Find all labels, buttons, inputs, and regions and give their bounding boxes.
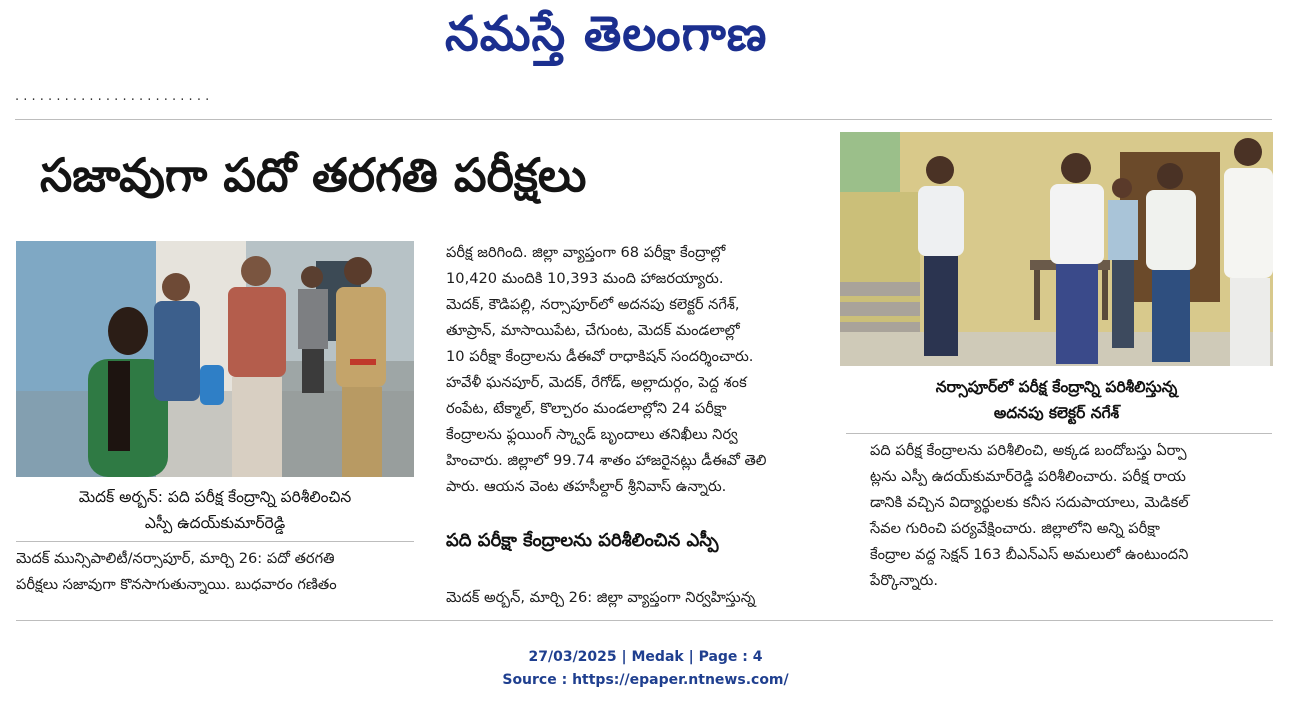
text-line: తూప్రాన్, మాసాయిపేట, చేగుంట, మెదక్ మండలాల్లో: [446, 322, 740, 339]
cropped-header-strip: · · · · · · · · · · · · · · · · · · · · · · · ·: [15, 93, 210, 108]
photo-collector-inspection: [840, 132, 1273, 366]
text-line: పేర్కొన్నారు.: [870, 572, 938, 589]
text-line: పరీక్ష జరిగింది. జిల్లా వ్యాప్తంగా 68 పరీక్షా కేంద్రాల్లో: [446, 244, 726, 261]
article-column-2-continued: [446, 585, 841, 611]
text-line: మెదక్, కౌడిపల్లి, నర్సాపూర్‌లో అదనపు కలెక్టర్ నగేశ్,: [446, 296, 740, 313]
caption-line: అదనపు కలెక్టర్ నగేశ్: [993, 404, 1120, 422]
caption-line: మెదక్ అర్బన్: పది పరీక్ష కేంద్రాన్ని పరిశీలించిన: [78, 488, 352, 506]
text-line: ట్లను ఎస్పీ ఉదయ్‌కుమార్‌రెడ్డి పరిశీలించారు. పరీక్ష రాయ: [870, 468, 1186, 485]
source-link[interactable]: Source : https://epaper.ntnews.com/: [502, 672, 789, 688]
text-line: మెదక్ అర్బన్, మార్చి 26: జిల్లా వ్యాప్తంగా నిర్వహిస్తున్న: [446, 589, 756, 606]
text-line: హవేళీ ఘనపూర్, మెదక్, రేగోడ్, అల్లాదుర్గం, పెద్ద శంక: [446, 374, 747, 391]
photo-caption-right: [840, 374, 1273, 426]
article-column-3: [870, 438, 1270, 594]
footer-divider: [16, 620, 1273, 621]
photo-sp-inspection: [16, 241, 414, 477]
text-line: 10 పరీక్షా కేంద్రాలను డీఈవో రాధాకిషన్ సందర్శించారు.: [446, 348, 754, 365]
article-headline: సజావుగా పదో తరగతి పరీక్షలు: [40, 148, 587, 202]
text-line: పారు. ఆయన వెంట తహసీల్దార్ శ్రీనివాస్ ఉన్నారు.: [446, 478, 727, 495]
column-divider: [16, 541, 414, 542]
text-line: డానికి వచ్చిన విద్యార్థులకు కనీస సదుపాయాలు, మెడికల్: [870, 494, 1189, 511]
article-column-1: [16, 546, 416, 598]
article-subheading: పది పరీక్షా కేంద్రాలను పరిశీలించిన ఎస్పీ: [446, 530, 719, 551]
text-line: పరీక్షలు సజావుగా కొనసాగుతున్నాయి. బుధవారం గణితం: [16, 576, 337, 593]
text-line: కేంద్రాల వద్ద సెక్షన్ 163 బీఎన్ఎస్ అమలులో ఉంటుందని: [870, 546, 1189, 563]
text-line: హించారు. జిల్లాలో 99.74 శాతం హాజరైనట్లు డీఈవో తెలి: [446, 452, 767, 469]
photo-caption-left: [16, 484, 414, 536]
text-line: రంపేట, టేక్మాల్, కొల్చారం మండలాల్లోని 24 పరీక్షా: [446, 400, 727, 417]
text-line: సేవల గురించి పర్యవేక్షించారు. జిల్లాలోని అన్ని పరీక్షా: [870, 520, 1160, 537]
caption-line: ఎస్పీ ఉదయ్‌కుమార్‌రెడ్డి: [144, 514, 286, 532]
text-line: కేంద్రాలను ఫ్లయింగ్ స్క్వాడ్ బృందాలు తనిఖీలు నిర్వ: [446, 426, 738, 443]
masthead: [0, 0, 1291, 78]
text-line: 10,420 మందికి 10,393 మంది హాజరయ్యారు.: [446, 270, 724, 287]
text-line: పది పరీక్ష కేంద్రాలను పరిశీలించి, అక్కడ బందోబస్తు ఏర్పా: [870, 442, 1187, 459]
header-divider: [15, 119, 1272, 120]
caption-line: నర్సాపూర్‌లో పరీక్ష కేంద్రాన్ని పరిశీలిస్తున్న: [935, 378, 1178, 396]
text-line: మెదక్ మున్సిపాలిటీ/నర్సాపూర్, మార్చి 26: పదో తరగతి: [16, 550, 335, 567]
edition-info: 27/03/2025 | Medak | Page : 4: [528, 649, 763, 665]
article-column-2: [446, 240, 841, 500]
newspaper-logo: నమస్తే తెలంగాణ: [445, 6, 768, 62]
column-divider: [846, 433, 1272, 434]
